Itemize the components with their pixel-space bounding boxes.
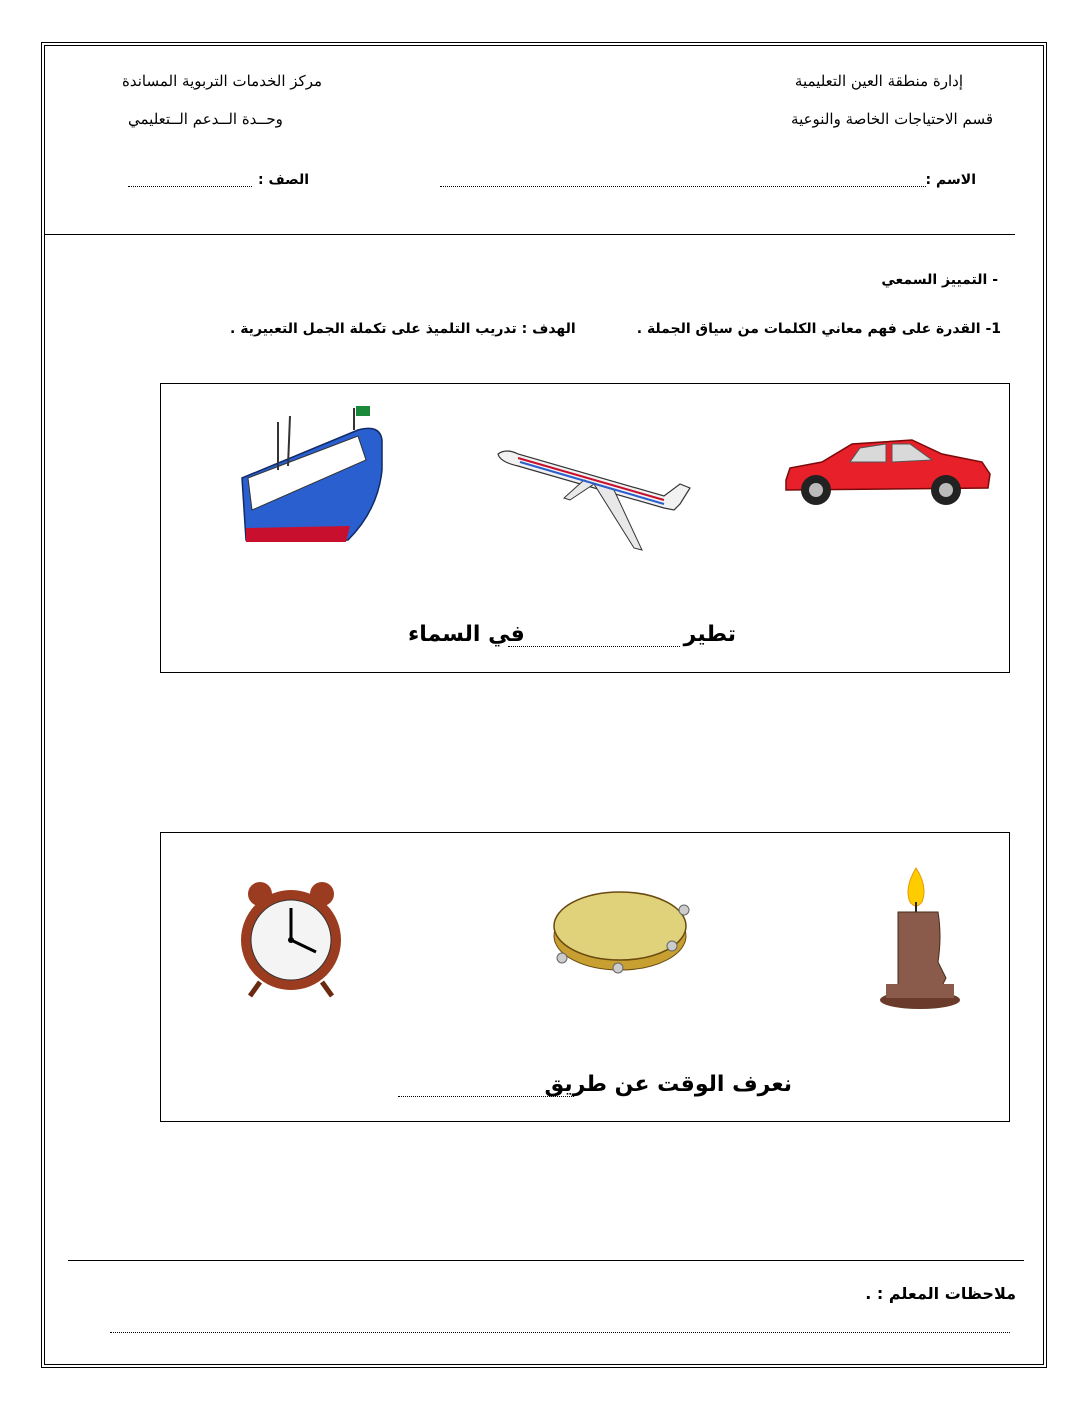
header-divider: [45, 234, 1015, 235]
tambourine-icon: [548, 880, 698, 980]
name-field[interactable]: [440, 186, 926, 187]
exercise-1-sentence-start: تطير: [683, 622, 736, 647]
exercise-2-answer-field[interactable]: [398, 1096, 574, 1097]
header-unit: وحــدة الــدعم الــتعليمي: [128, 110, 283, 128]
goal-text: الهدف : تدريب التلميذ على تكملة الجمل التعبيرية .: [230, 321, 576, 337]
header-authority: إدارة منطقة العين التعليمية: [794, 72, 963, 90]
name-label: الاسم :: [925, 172, 976, 188]
footer-divider: [68, 1260, 1024, 1261]
page-border-inner: [44, 45, 1044, 1365]
airplane-icon: [494, 444, 694, 556]
teacher-notes-label: ملاحظات المعلم : .: [865, 1284, 1016, 1303]
section-title: - التمييز السمعي: [881, 272, 998, 288]
header-department: قسم الاحتياجات الخاصة والنوعية: [791, 110, 993, 128]
exercise-2-sentence: نعرف الوقت عن طريق: [544, 1072, 792, 1097]
skill-item: 1- القدرة على فهم معاني الكلمات من سياق الجملة .: [636, 321, 1001, 337]
header-center: مركز الخدمات التربوية المساندة: [122, 72, 323, 90]
class-field[interactable]: [128, 186, 252, 187]
candle-icon: [876, 866, 968, 1012]
class-label: الصف :: [258, 172, 309, 188]
teacher-notes-field[interactable]: [110, 1332, 1010, 1333]
exercise-1-sentence-end: في السماء: [408, 622, 525, 647]
ship-icon: [238, 400, 386, 548]
car-icon: [782, 432, 994, 512]
exercise-1-answer-field[interactable]: [508, 646, 680, 647]
alarm-clock-icon: [238, 880, 346, 1000]
